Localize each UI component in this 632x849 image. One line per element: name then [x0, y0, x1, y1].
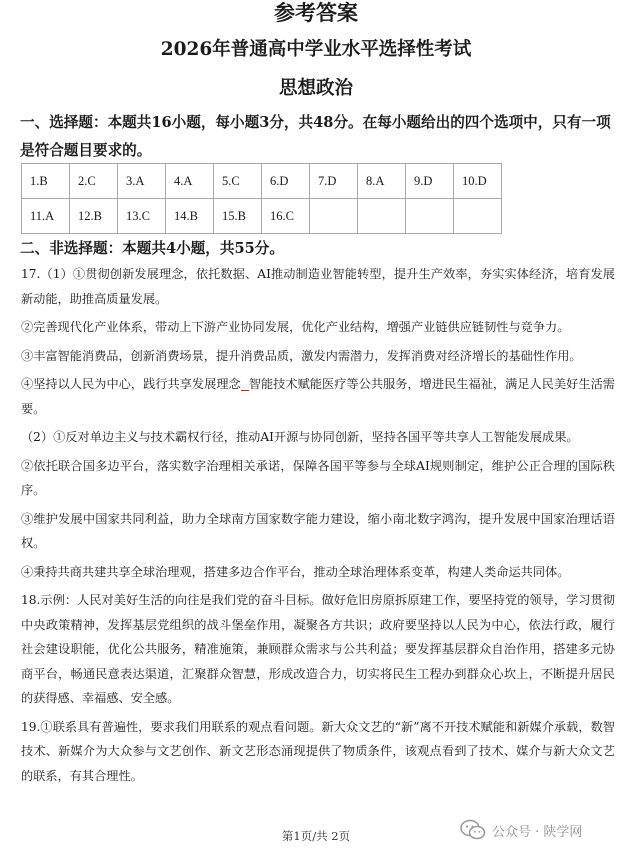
q18-answer: 18.示例：人民对美好生活的向往是我们党的奋斗目标。做好危旧房原拆原建工作，要坚持党的领导，学习贯彻中央政策精神，发挥基层党组织的战斗堡垒作用，凝聚各方共识；政府要坚持以人民为中心，依法行政，履行社会建设职能，优化公共服务，精准施策，兼顾群众需求与公共利益；要发挥基层群众自治作用，搭建多元协商平台，畅通民意表达渠道，汇聚群众智慧，形成改造合力，切实将民生工程办到群众心坎上，不断提升居民的获得感、幸福感、安全感。: [21, 593, 615, 705]
answer-cell: 11.A: [22, 199, 70, 234]
answer-cell: 2.C: [70, 164, 118, 199]
answer-cell: 16.C: [262, 199, 310, 234]
subject-title: 思想政治: [278, 78, 353, 99]
answer-cell: 12.B: [70, 199, 118, 234]
exam-title: 2026年普通高中学业水平选择性考试: [160, 39, 472, 60]
q17-part1-point1: 17.（1）①贯彻创新发展理念，依托数据、AI推动制造业智能转型，提升生产效率，夯实实体经济，培育发展新动能，助推高质量发展。: [21, 267, 615, 306]
answer-cell: 13.C: [118, 199, 166, 234]
watermark: [460, 817, 582, 843]
page-number: 第1页/共 2页: [281, 829, 351, 843]
answer-cell: 14.B: [166, 199, 214, 234]
answer-cell: 1.B: [22, 164, 70, 199]
answer-body: [21, 262, 615, 792]
answer-cell: 4.A: [166, 164, 214, 199]
answer-cell: [406, 199, 454, 234]
section1-heading: 一、选择题：本题共16小题，每小题3分，共48分。在每小题给出的四个选项中，只有一项是符合题目要求的。: [20, 114, 611, 159]
wechat-icon: [460, 819, 486, 841]
answer-cell: 9.D: [406, 164, 454, 199]
q19-answer: 19.①联系具有普遍性，要求我们用联系的观点看问题。新大众文艺的“新”离不开技术赋能和新媒介承载，数智技术、新媒介为大众参与文艺创作、新文艺形态涌现提供了物质条件，该观点看到了技术、媒介与新大众文艺的联系，有其合理性。: [21, 719, 615, 783]
q17-part1-point4-a: ④坚持以人民为中心，践行共享发展理念: [21, 377, 241, 391]
section2-heading: 二、非选择题：本题共4小题，共55分。: [20, 240, 284, 257]
answer-cell: 6.D: [262, 164, 310, 199]
q17-part2-point3: ③维护发展中国家共同利益，助力全球南方国家数字能力建设，缩小南北数字鸿沟，提升发展中国家治理话语权。: [21, 511, 615, 550]
answer-table: [21, 163, 502, 234]
answer-cell: [358, 199, 406, 234]
q17-part2-point1: （2）①反对单边主义与技术霸权行径，推动AI开源与协同创新，坚持各国平等共享人工智能发展成果。: [21, 430, 579, 444]
watermark-text: 公众号 · 陕学网: [492, 824, 583, 840]
answer-cell: [310, 199, 358, 234]
q17-part1-point2: ②完善现代化产业体系，带动上下游产业协同发展，优化产业结构，增强产业链供应链韧性与竞争力。: [21, 320, 570, 334]
edit-mark: [241, 378, 249, 391]
q17-part1-point4: [21, 372, 615, 421]
q17-part1-point3: ③丰富智能消费品，创新消费场景，提升消费品质，激发内需潜力，发挥消费对经济增长的基础性作用。: [21, 348, 582, 363]
q17-part2-point4: ④秉持共商共建共享全球治理观，搭建多边合作平台，推动全球治理体系变革，构建人类命运共同体。: [21, 564, 570, 579]
answer-cell: 7.D: [310, 164, 358, 199]
answer-cell: 3.A: [118, 164, 166, 199]
q17-part2-point2: ②依托联合国多边平台，落实数字治理相关承诺，保障各国平等参与全球AI规则制定，维护公正合理的国际秩序。: [21, 458, 615, 497]
answer-cell: 15.B: [214, 199, 262, 234]
answer-row-2: [22, 199, 502, 234]
answer-cell: 10.D: [454, 164, 502, 199]
q17-part1-point4-b: 智能技术赋能医疗等公共服务，增进民生福祉，满足人民美好生活需要。: [21, 377, 615, 416]
answer-cell: 8.A: [358, 164, 406, 199]
answer-cell: 5.C: [214, 164, 262, 199]
answer-row-1: [22, 164, 502, 199]
page-title: 参考答案: [274, 0, 358, 25]
answer-cell: [454, 199, 502, 234]
